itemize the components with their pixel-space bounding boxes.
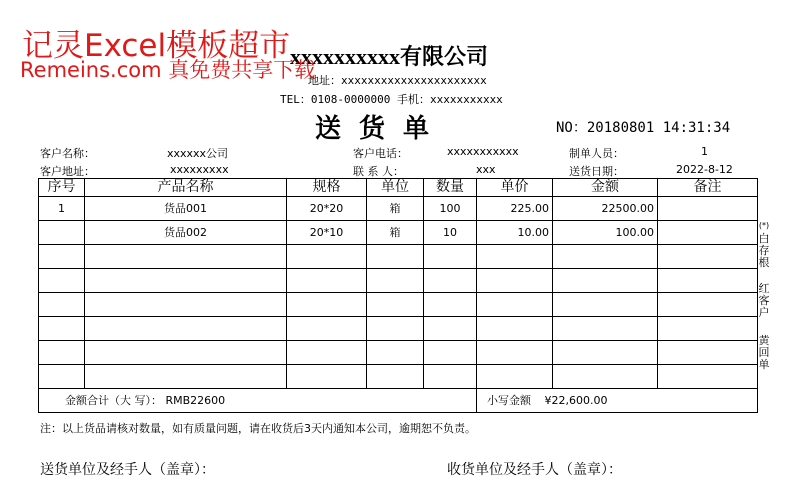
col-header-remark: 备注 [658,179,758,197]
contact: xxx [476,163,496,176]
cell-index [39,221,85,245]
total-lower-value: ¥22,600.00 [544,394,608,407]
cell-remark [658,197,758,221]
cell-unit: 箱 [367,197,424,221]
document-title: 送货单 [315,114,448,144]
total-lower-cell [477,389,758,413]
creator: 1 [701,145,708,158]
col-header-quantity: 数量 [424,179,477,197]
table-row-empty [39,365,758,389]
side-note-yellow: 黄回单 [758,334,770,371]
col-header-index: 序号 [39,179,85,197]
side-note-red: 红客户 [758,282,770,319]
watermark-line-1: 记灵Excel模板超市 [22,28,291,64]
company-phone: TEL：0108-0000000 手机：xxxxxxxxxxx [280,93,503,106]
table-row-empty [39,317,758,341]
side-mark: (*) [758,221,770,230]
customer-name-label: 客户名称： [40,147,95,160]
contact-label: 联 系 人： [353,165,404,178]
creator-label: 制单人员： [569,147,624,160]
cell-index: 1 [39,197,85,221]
cell-amount: 100.00 [553,221,658,245]
table-row-empty [39,341,758,365]
customer-phone: xxxxxxxxxxx [447,145,519,158]
customer-name: xxxxxx公司 [167,147,229,160]
cell-quantity: 100 [424,197,477,221]
cell-price: 225.00 [477,197,553,221]
footer-note: 注：以上货品请核对数量，如有质量问题，请在收货后3天内通知本公司，逾期恕不负责。 [40,422,476,435]
table-row-empty [39,293,758,317]
cell-product: 货品002 [85,221,287,245]
total-lower-label: 小写金额 [487,394,531,407]
table-row [39,221,758,245]
customer-phone-label: 客户电话： [353,147,408,160]
company-name: xxxxxxxxxx有限公司 [290,44,489,69]
delivery-date-label: 送货日期： [569,165,624,178]
company-address: 地址：xxxxxxxxxxxxxxxxxxxxxx [308,74,487,87]
cell-spec: 20*20 [287,197,367,221]
customer-address-label: 客户地址： [40,165,95,178]
col-header-price: 单价 [477,179,553,197]
receiver-signature-label: 收货单位及经手人（盖章）： [447,462,622,478]
cell-amount: 22500.00 [553,197,658,221]
delivery-table [38,178,758,413]
cell-remark [658,221,758,245]
side-note-white: 白存根 [758,232,770,269]
col-header-product: 产品名称 [85,179,287,197]
total-upper: 金额合计（大 写）： RMB22600 [39,389,477,413]
cell-price: 10.00 [477,221,553,245]
sender-signature-label: 送货单位及经手人（盖章）： [40,462,215,478]
cell-unit: 箱 [367,221,424,245]
watermark-line-2: Remeins.com 真免费共享下载 [20,58,316,82]
col-header-amount: 金额 [553,179,658,197]
col-header-unit: 单位 [367,179,424,197]
table-total-row [39,389,758,413]
cell-product: 货品001 [85,197,287,221]
delivery-date: 2022-8-12 [676,163,733,176]
cell-spec: 20*10 [287,221,367,245]
document-number: NO：20180801 14:31:34 [556,120,731,136]
cell-quantity: 10 [424,221,477,245]
table-row-empty [39,269,758,293]
table-row [39,197,758,221]
table-header-row [39,179,758,197]
table-row-empty [39,245,758,269]
col-header-spec: 规格 [287,179,367,197]
customer-address: xxxxxxxxx [170,163,229,176]
